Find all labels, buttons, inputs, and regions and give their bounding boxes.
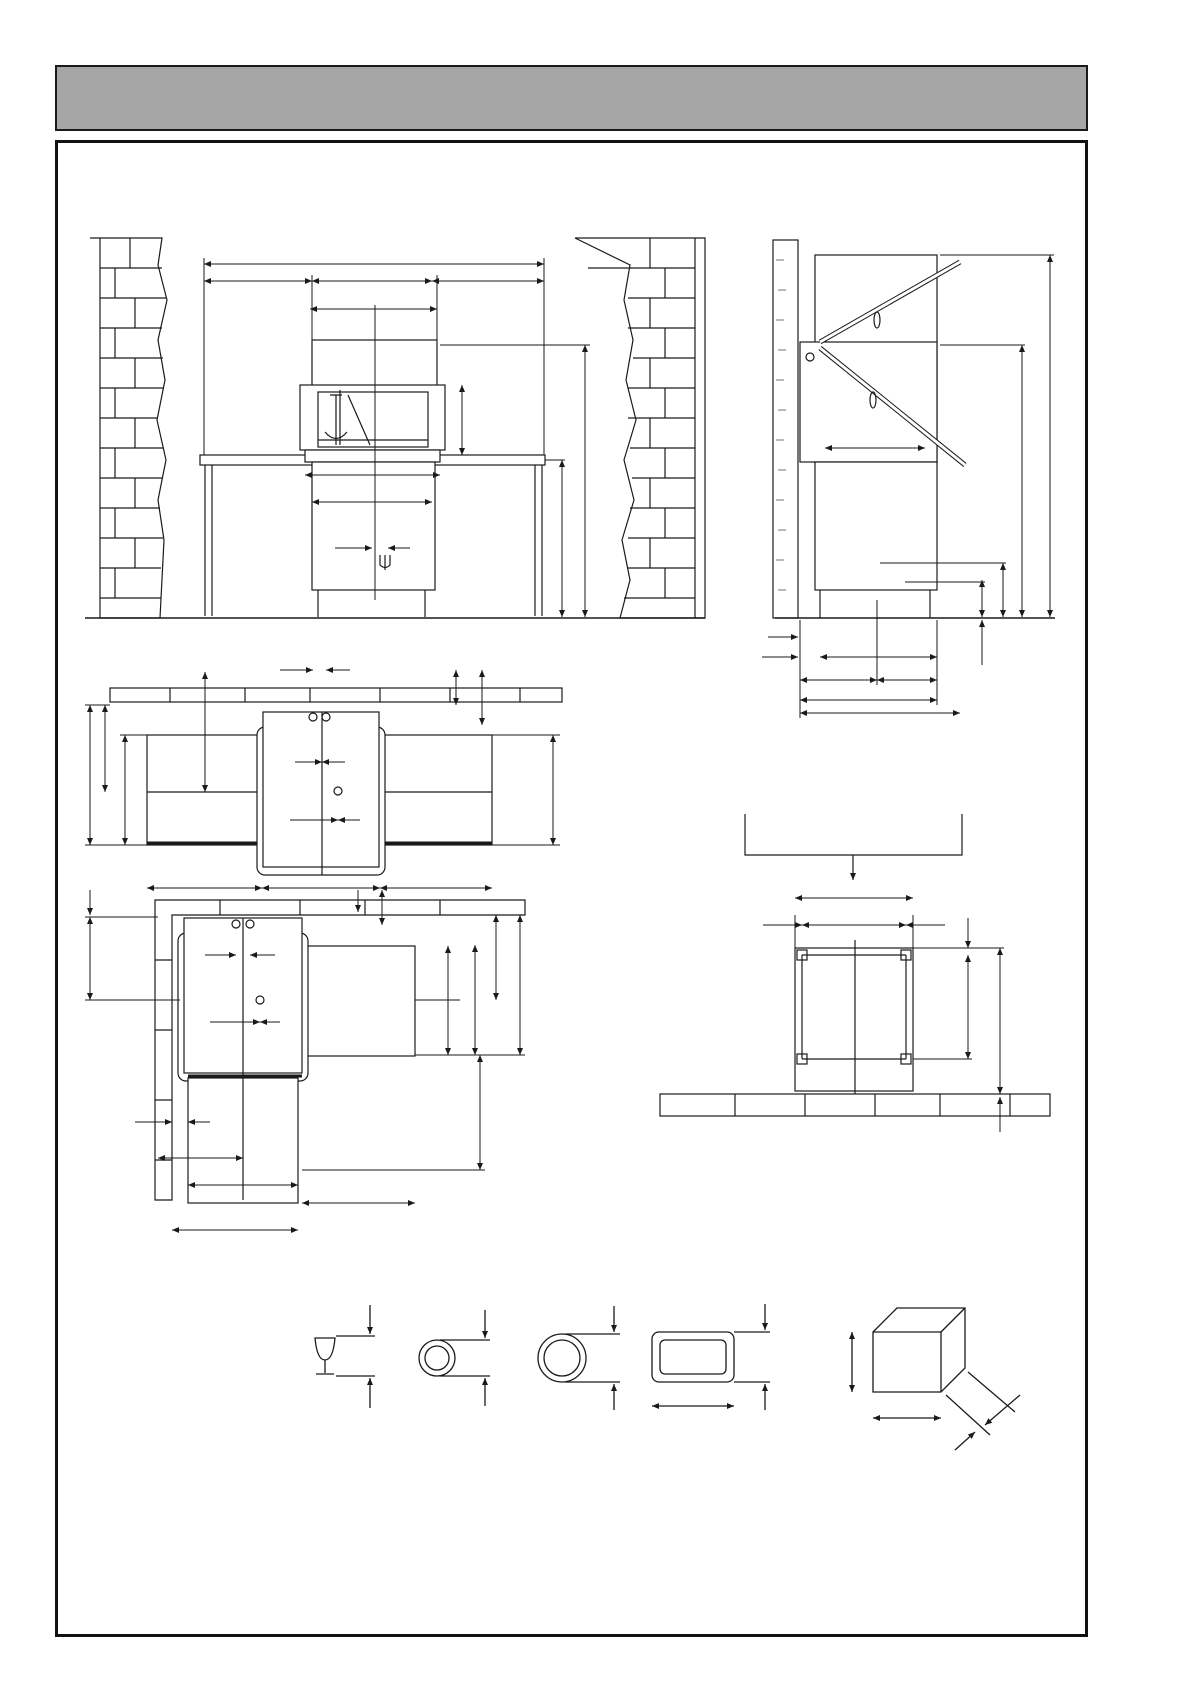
plan-view-straight xyxy=(85,670,562,888)
box-icon xyxy=(852,1308,1020,1450)
left-wall xyxy=(90,238,167,618)
base-footprint-view xyxy=(660,814,1050,1132)
glass-icon xyxy=(315,1305,375,1408)
plate-large-icon xyxy=(538,1306,620,1410)
side-elevation xyxy=(762,240,1055,718)
capacity-symbols xyxy=(315,1304,1020,1450)
right-wall xyxy=(575,238,705,618)
plate-small-icon xyxy=(419,1310,490,1406)
plan-view-corner xyxy=(85,890,525,1230)
tray-icon xyxy=(652,1304,770,1410)
front-elevation xyxy=(85,238,705,618)
